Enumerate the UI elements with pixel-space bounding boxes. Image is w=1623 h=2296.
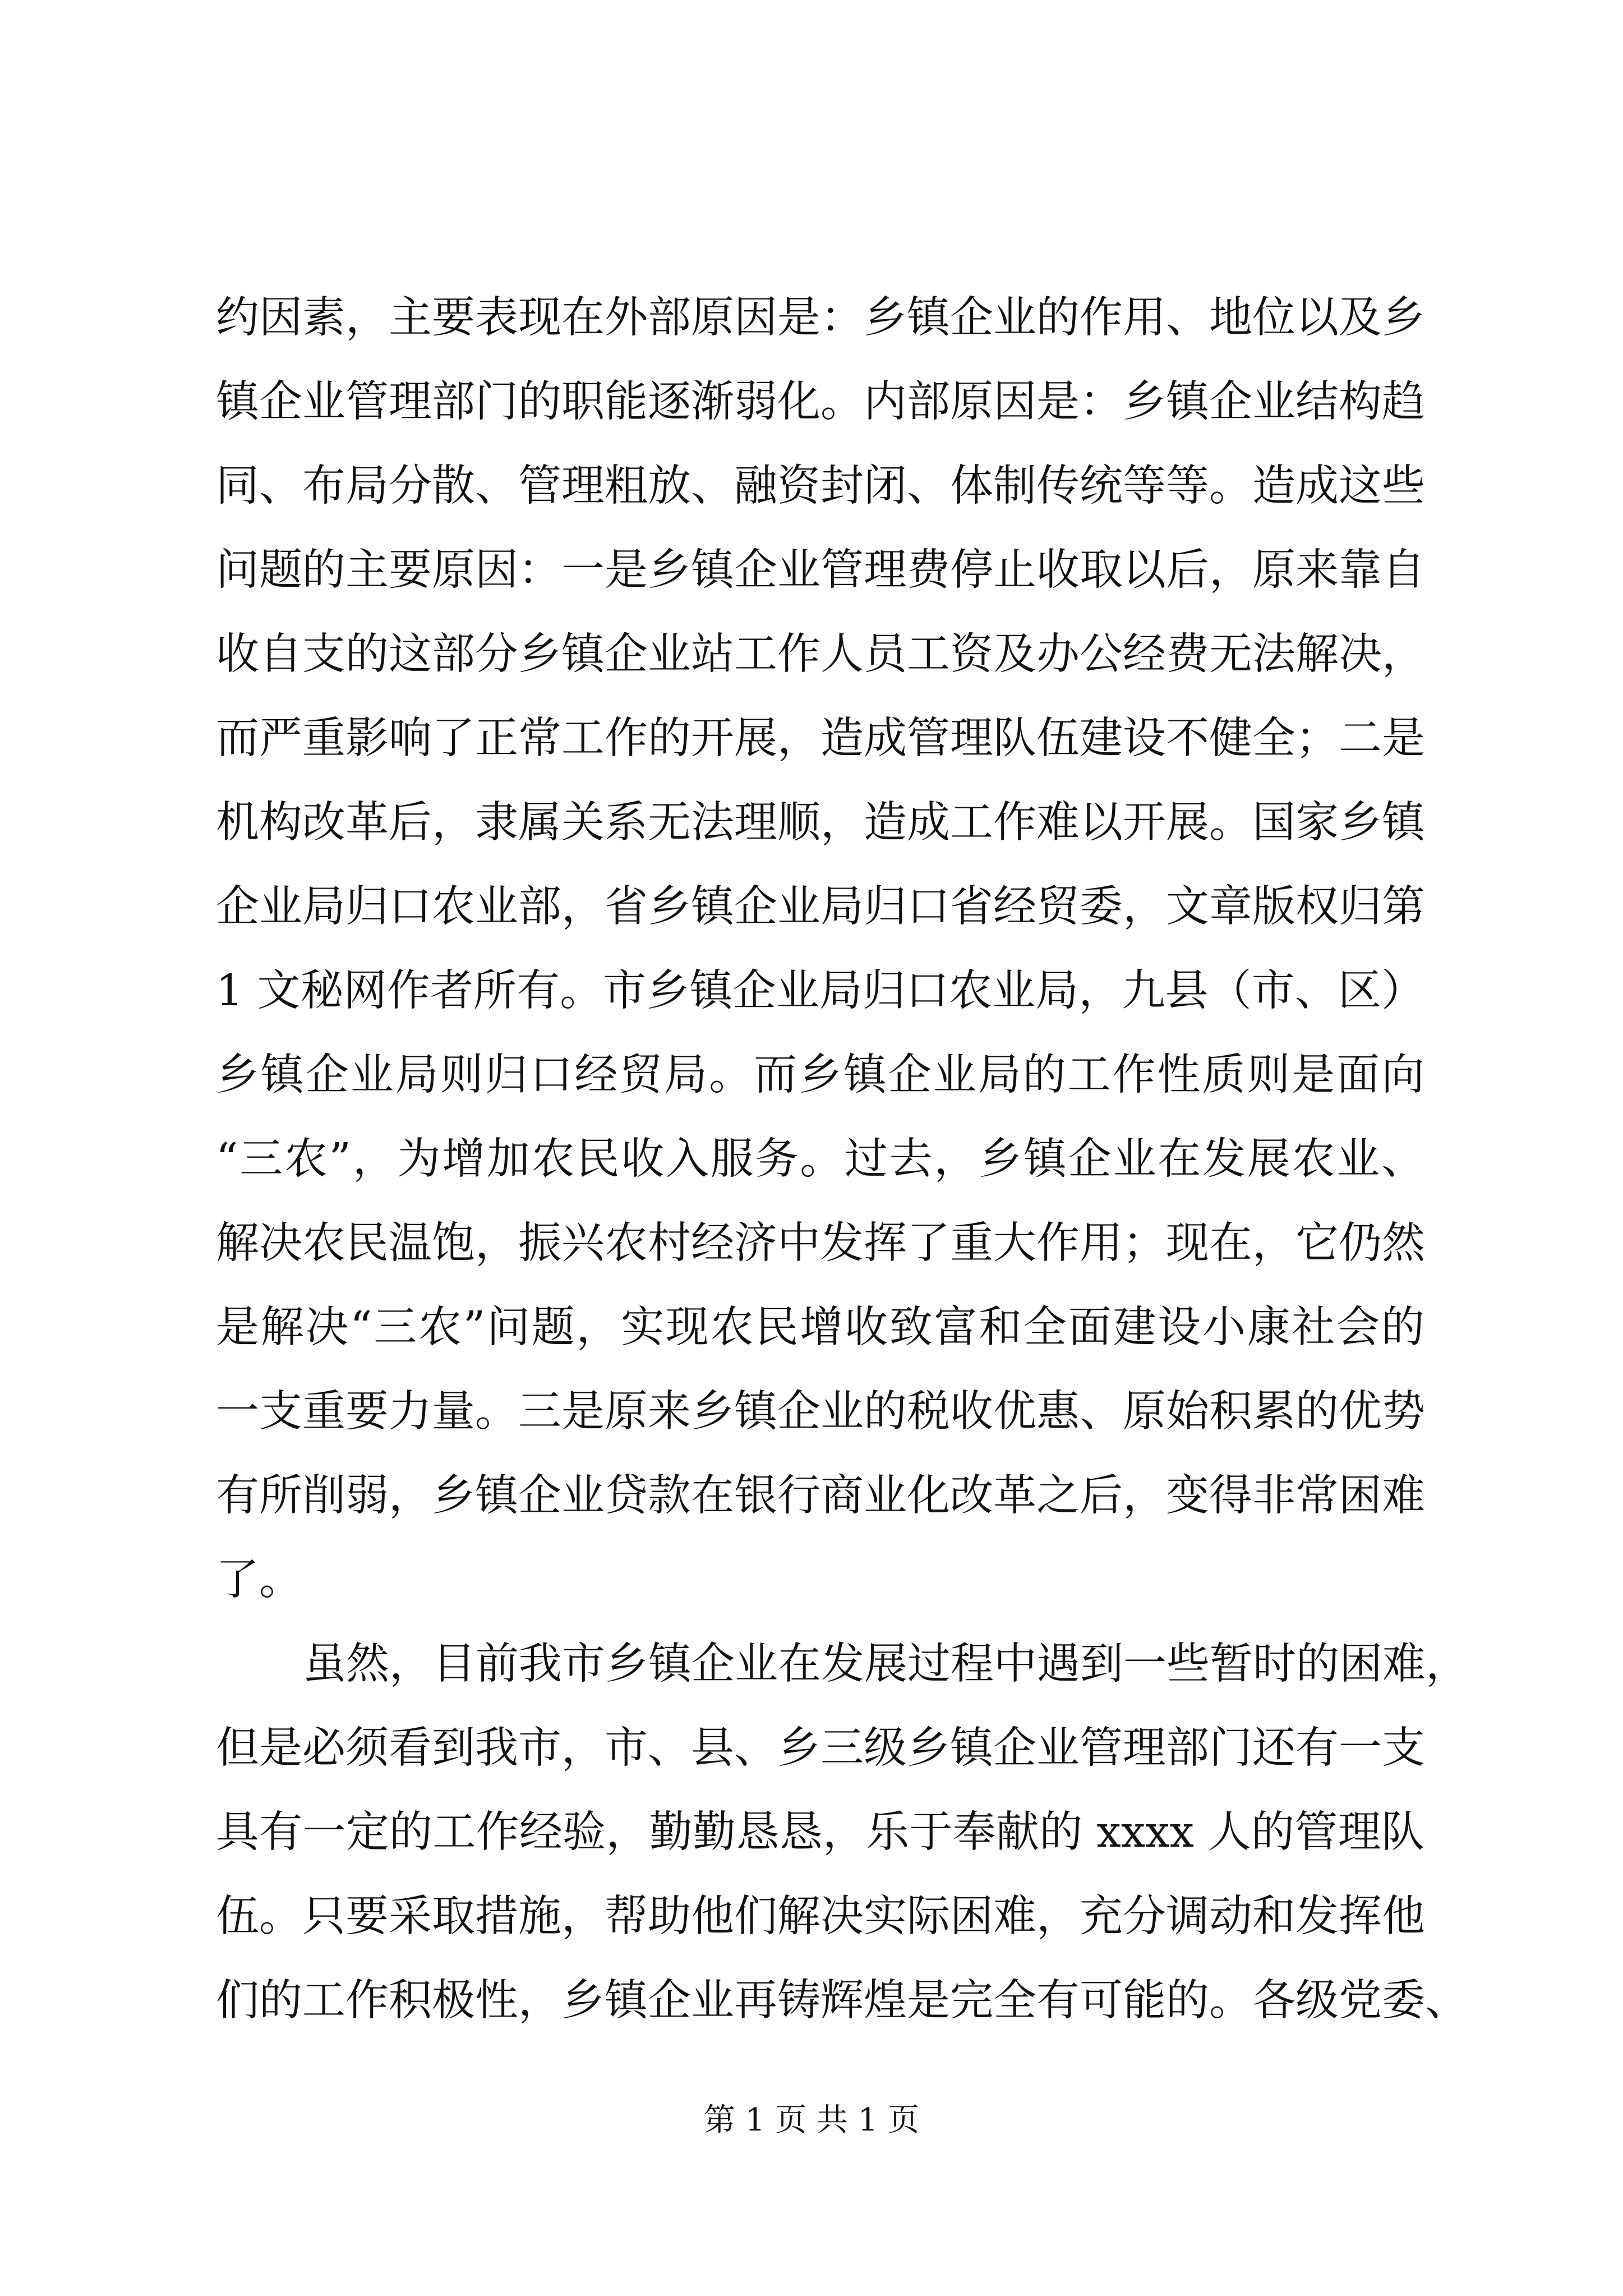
paragraph-2-line: 伍。只要采取措施，帮助他们解决实际困难，充分调动和发挥他: [216, 1892, 1425, 1941]
paragraph-1-line: 收自支的这部分乡镇企业站工作人员工资及办公经费无法解决，: [216, 629, 1425, 679]
paragraph-1-line: 是解决“三农”问题，实现农民增收致富和全面建设小康社会的: [216, 1303, 1424, 1352]
paragraph-1-line: 同、布局分散、管理粗放、融资封闭、体制传统等等。造成这些: [216, 461, 1425, 511]
paragraph-1-line: 解决农民温饱，振兴农村经济中发挥了重大作用；现在，它仍然: [216, 1218, 1425, 1268]
paragraph-2: [216, 1622, 1469, 2043]
paragraph-1-line: 乡镇企业局则归口经贸局。而乡镇企业局的工作性质则是面向: [216, 1050, 1424, 1100]
paragraph-1: [216, 276, 1424, 1622]
paragraph-1-line: “三农”，为增加农民收入服务。过去，乡镇企业在发展农业、: [216, 1134, 1424, 1184]
paragraph-1-line: 了。: [216, 1555, 302, 1605]
paragraph-1-line: 镇企业管理部门的职能逐渐弱化。内部原因是：乡镇企业结构趋: [216, 377, 1425, 427]
paragraph-2-line: 但是必须看到我市，市、县、乡三级乡镇企业管理部门还有一支: [216, 1723, 1425, 1773]
paragraph-2-line: 们的工作积极性，乡镇企业再铸辉煌是完全有可能的。各级党委、: [216, 1976, 1468, 2026]
paragraph-1-line: 机构改革后，隶属关系无法理顺，造成工作难以开展。国家乡镇: [216, 798, 1425, 848]
paragraph-1-line: 问题的主要原因：一是乡镇企业管理费停止收取以后，原来靠自: [216, 545, 1425, 595]
paragraph-1-line: 一支重要力量。三是原来乡镇企业的税收优惠、原始积累的优势: [216, 1387, 1425, 1437]
paragraph-2-line: 虽然，目前我市乡镇企业在发展过程中遇到一些暂时的困难，: [303, 1639, 1469, 1689]
page-number-label: 第 1 页 共 1 页: [703, 2102, 920, 2138]
paragraph-1-line: 有所削弱，乡镇企业贷款在银行商业化改革之后，变得非常困难: [216, 1471, 1425, 1521]
paragraph-1-line: 约因素，主要表现在外部原因是：乡镇企业的作用、地位以及乡: [216, 293, 1425, 343]
paragraph-1-line: 而严重影响了正常工作的开展，造成管理队伍建设不健全；二是: [216, 714, 1425, 763]
paragraph-1-line: 企业局归口农业部，省乡镇企业局归口省经贸委，文章版权归第: [216, 882, 1425, 932]
paragraph-1-line: 1 文秘网作者所有。市乡镇企业局归口农业局，九县（市、区）: [216, 966, 1424, 1016]
paragraph-2-line: 具有一定的工作经验，勤勤恳恳，乐于奉献的 xxxx 人的管理队: [216, 1807, 1424, 1857]
document-body: [216, 276, 1469, 2043]
page-footer: [0, 2098, 1623, 2143]
